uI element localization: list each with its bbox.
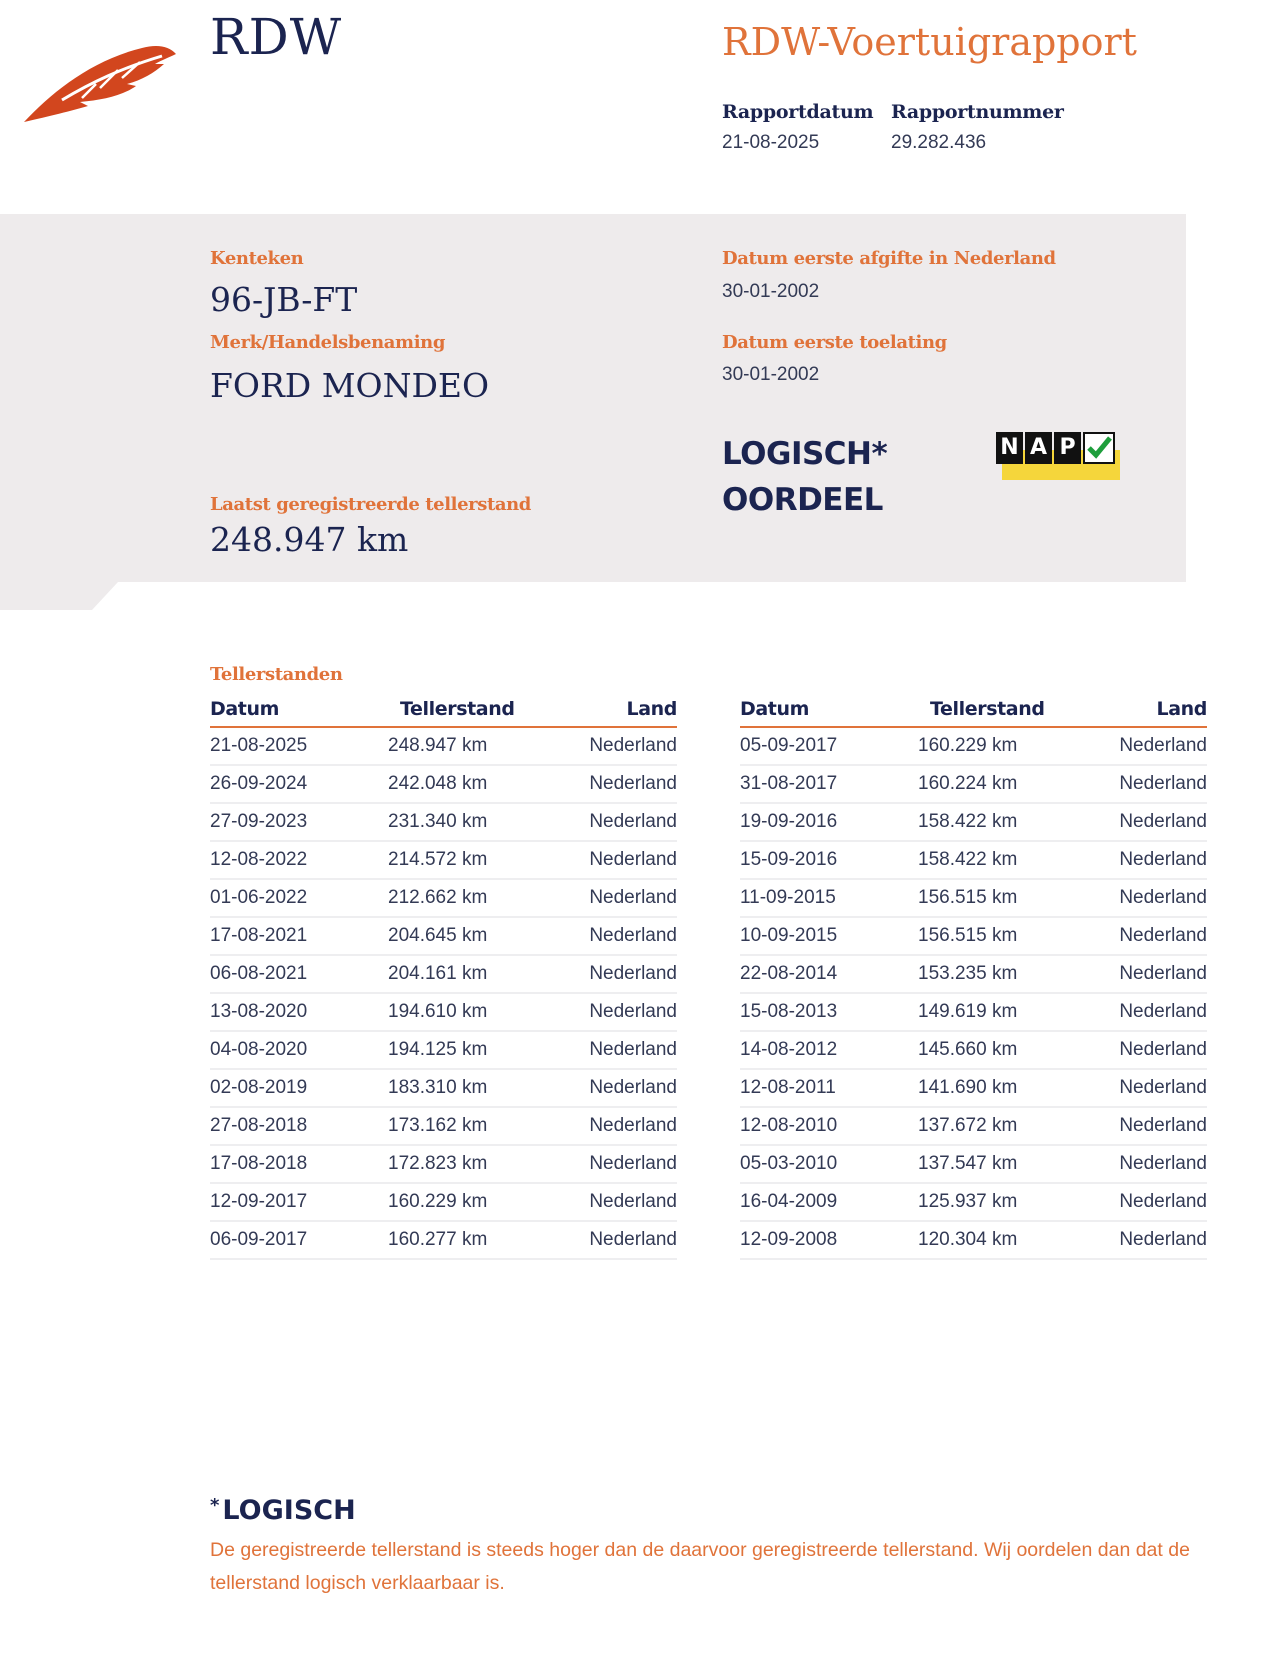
- first-issue-nl-date: 30-01-2002: [722, 281, 820, 302]
- column-header-odometer: Tellerstand: [900, 695, 1080, 727]
- reading-country: Nederland: [550, 1221, 677, 1259]
- reading-odometer: 145.660 km: [900, 1031, 1080, 1069]
- table-row: [210, 727, 677, 765]
- report-number-label: Rapportnummer: [891, 101, 1064, 123]
- reading-date: 27-08-2018: [210, 1107, 370, 1145]
- reading-odometer: 160.229 km: [900, 727, 1080, 765]
- table-row: [740, 1145, 1207, 1183]
- last-odometer-label: Laatst geregistreerde tellerstand: [210, 494, 531, 515]
- table-row: [740, 1221, 1207, 1259]
- reading-country: Nederland: [550, 993, 677, 1031]
- reading-odometer: 160.224 km: [900, 765, 1080, 803]
- reading-date: 06-08-2021: [210, 955, 370, 993]
- column-header-country: Land: [1080, 695, 1207, 727]
- reading-date: 04-08-2020: [210, 1031, 370, 1069]
- rdw-logo-icon: [22, 40, 182, 126]
- reading-date: 10-09-2015: [740, 917, 900, 955]
- reading-country: Nederland: [1080, 1107, 1207, 1145]
- table-row: [210, 1107, 677, 1145]
- reading-odometer: 125.937 km: [900, 1183, 1080, 1221]
- nap-badge: [996, 432, 1120, 480]
- column-header-odometer: Tellerstand: [370, 695, 550, 727]
- reading-odometer: 194.125 km: [370, 1031, 550, 1069]
- table-row: [740, 1183, 1207, 1221]
- reading-country: Nederland: [1080, 879, 1207, 917]
- readings-body-right: [740, 727, 1207, 1259]
- reading-date: 22-08-2014: [740, 955, 900, 993]
- footnote-text: De geregistreerde tellerstand is steeds hoger dan de daarvoor geregistreerde tellerstand. Wij oordelen dan dat de tellerstand logisch verklaarbaar is.: [210, 1539, 1190, 1594]
- reading-date: 05-03-2010: [740, 1145, 900, 1183]
- reading-country: Nederland: [1080, 727, 1207, 765]
- reading-country: Nederland: [550, 765, 677, 803]
- readings-body-left: [210, 727, 677, 1259]
- reading-date: 01-06-2022: [210, 879, 370, 917]
- first-admission-label: Datum eerste toelating: [722, 332, 947, 353]
- table-row: [210, 879, 677, 917]
- reading-odometer: 183.310 km: [370, 1069, 550, 1107]
- nap-letter-n: N: [996, 432, 1023, 464]
- reading-country: Nederland: [1080, 1221, 1207, 1259]
- report-date-label: Rapportdatum: [722, 101, 874, 123]
- reading-country: Nederland: [1080, 1069, 1207, 1107]
- reading-date: 06-09-2017: [210, 1221, 370, 1259]
- reading-date: 21-08-2025: [210, 727, 370, 765]
- table-row: [210, 765, 677, 803]
- table-row: [740, 1031, 1207, 1069]
- reading-date: 27-09-2023: [210, 803, 370, 841]
- column-header-date: Datum: [210, 695, 370, 727]
- reading-country: Nederland: [550, 1107, 677, 1145]
- footnote-title: [210, 1495, 356, 1526]
- brand-name: RDW: [210, 8, 343, 66]
- reading-date: 17-08-2021: [210, 917, 370, 955]
- reading-date: 15-08-2013: [740, 993, 900, 1031]
- reading-date: 13-08-2020: [210, 993, 370, 1031]
- last-odometer-value: 248.947 km: [210, 520, 409, 559]
- table-row: [210, 917, 677, 955]
- reading-odometer: 212.662 km: [370, 879, 550, 917]
- reading-country: Nederland: [550, 917, 677, 955]
- table-row: [740, 803, 1207, 841]
- table-row: [740, 879, 1207, 917]
- table-row: [210, 993, 677, 1031]
- table-row: [210, 1221, 677, 1259]
- make-label: Merk/Handelsbenaming: [210, 332, 446, 353]
- reading-country: Nederland: [1080, 803, 1207, 841]
- reading-country: Nederland: [1080, 993, 1207, 1031]
- reading-odometer: 160.229 km: [370, 1183, 550, 1221]
- table-row: [740, 917, 1207, 955]
- reading-country: Nederland: [550, 727, 677, 765]
- reading-date: 11-09-2015: [740, 879, 900, 917]
- reading-country: Nederland: [1080, 841, 1207, 879]
- column-header-date: Datum: [740, 695, 900, 727]
- reading-odometer: 153.235 km: [900, 955, 1080, 993]
- verdict-subtitle: OORDEEL: [722, 482, 883, 518]
- reading-country: Nederland: [550, 1183, 677, 1221]
- reading-country: Nederland: [1080, 1183, 1207, 1221]
- reading-date: 12-09-2017: [210, 1183, 370, 1221]
- reading-odometer: 248.947 km: [370, 727, 550, 765]
- reading-country: Nederland: [1080, 765, 1207, 803]
- table-row: [740, 955, 1207, 993]
- table-row: [740, 1069, 1207, 1107]
- verdict-title: LOGISCH*: [722, 436, 888, 472]
- reading-country: Nederland: [1080, 1031, 1207, 1069]
- table-row: [210, 1183, 677, 1221]
- reading-odometer: 160.277 km: [370, 1221, 550, 1259]
- nap-letter-a: A: [1025, 432, 1052, 464]
- nap-letter-p: P: [1054, 432, 1081, 464]
- reading-country: Nederland: [550, 955, 677, 993]
- reading-date: 12-08-2010: [740, 1107, 900, 1145]
- readings-table-left: [210, 695, 677, 1260]
- reading-country: Nederland: [1080, 917, 1207, 955]
- report-title: RDW-Voertuigrapport: [722, 20, 1137, 64]
- reading-odometer: 137.547 km: [900, 1145, 1080, 1183]
- reading-date: 12-08-2011: [740, 1069, 900, 1107]
- vehicle-make: FORD MONDEO: [210, 366, 490, 405]
- table-row: [740, 1107, 1207, 1145]
- reading-country: Nederland: [550, 879, 677, 917]
- reading-odometer: 172.823 km: [370, 1145, 550, 1183]
- reading-odometer: 149.619 km: [900, 993, 1080, 1031]
- table-row: [210, 803, 677, 841]
- reading-odometer: 194.610 km: [370, 993, 550, 1031]
- table-row: [210, 841, 677, 879]
- table-row: [740, 993, 1207, 1031]
- reading-country: Nederland: [550, 841, 677, 879]
- table-row: [740, 841, 1207, 879]
- table-row: [210, 1031, 677, 1069]
- table-row: [740, 727, 1207, 765]
- first-admission-date: 30-01-2002: [722, 364, 820, 385]
- first-issue-nl-label: Datum eerste afgifte in Nederland: [722, 248, 1056, 269]
- reading-odometer: 204.161 km: [370, 955, 550, 993]
- footnote-star: *: [210, 1495, 220, 1516]
- reading-odometer: 156.515 km: [900, 917, 1080, 955]
- reading-odometer: 173.162 km: [370, 1107, 550, 1145]
- plate-label: Kenteken: [210, 248, 304, 269]
- reading-date: 17-08-2018: [210, 1145, 370, 1183]
- table-row: [210, 955, 677, 993]
- reading-date: 16-04-2009: [740, 1183, 900, 1221]
- table-header-row: [740, 695, 1207, 727]
- reading-date: 19-09-2016: [740, 803, 900, 841]
- reading-date: 15-09-2016: [740, 841, 900, 879]
- reading-country: Nederland: [550, 1031, 677, 1069]
- reading-date: 31-08-2017: [740, 765, 900, 803]
- reading-date: 05-09-2017: [740, 727, 900, 765]
- reading-odometer: 242.048 km: [370, 765, 550, 803]
- reading-date: 14-08-2012: [740, 1031, 900, 1069]
- table-row: [740, 765, 1207, 803]
- reading-country: Nederland: [1080, 1145, 1207, 1183]
- reading-odometer: 204.645 km: [370, 917, 550, 955]
- table-header-row: [210, 695, 677, 727]
- reading-odometer: 158.422 km: [900, 841, 1080, 879]
- reading-odometer: 156.515 km: [900, 879, 1080, 917]
- reading-country: Nederland: [1080, 955, 1207, 993]
- checkmark-icon: [1083, 432, 1115, 464]
- reading-date: 12-09-2008: [740, 1221, 900, 1259]
- readings-section-label: Tellerstanden: [210, 664, 343, 685]
- reading-date: 26-09-2024: [210, 765, 370, 803]
- table-row: [210, 1069, 677, 1107]
- reading-odometer: 231.340 km: [370, 803, 550, 841]
- license-plate: 96-JB-FT: [210, 280, 358, 319]
- reading-odometer: 120.304 km: [900, 1221, 1080, 1259]
- footnote-title-text: LOGISCH: [222, 1495, 356, 1526]
- readings-table-right: [740, 695, 1207, 1260]
- table-row: [210, 1145, 677, 1183]
- vehicle-panel: [0, 214, 1190, 614]
- report-date: 21-08-2025: [722, 132, 820, 153]
- reading-date: 12-08-2022: [210, 841, 370, 879]
- reading-odometer: 214.572 km: [370, 841, 550, 879]
- reading-country: Nederland: [550, 1069, 677, 1107]
- column-header-country: Land: [550, 695, 677, 727]
- reading-country: Nederland: [550, 1145, 677, 1183]
- reading-country: Nederland: [550, 803, 677, 841]
- reading-odometer: 137.672 km: [900, 1107, 1080, 1145]
- reading-odometer: 158.422 km: [900, 803, 1080, 841]
- reading-date: 02-08-2019: [210, 1069, 370, 1107]
- reading-odometer: 141.690 km: [900, 1069, 1080, 1107]
- report-number: 29.282.436: [891, 132, 987, 153]
